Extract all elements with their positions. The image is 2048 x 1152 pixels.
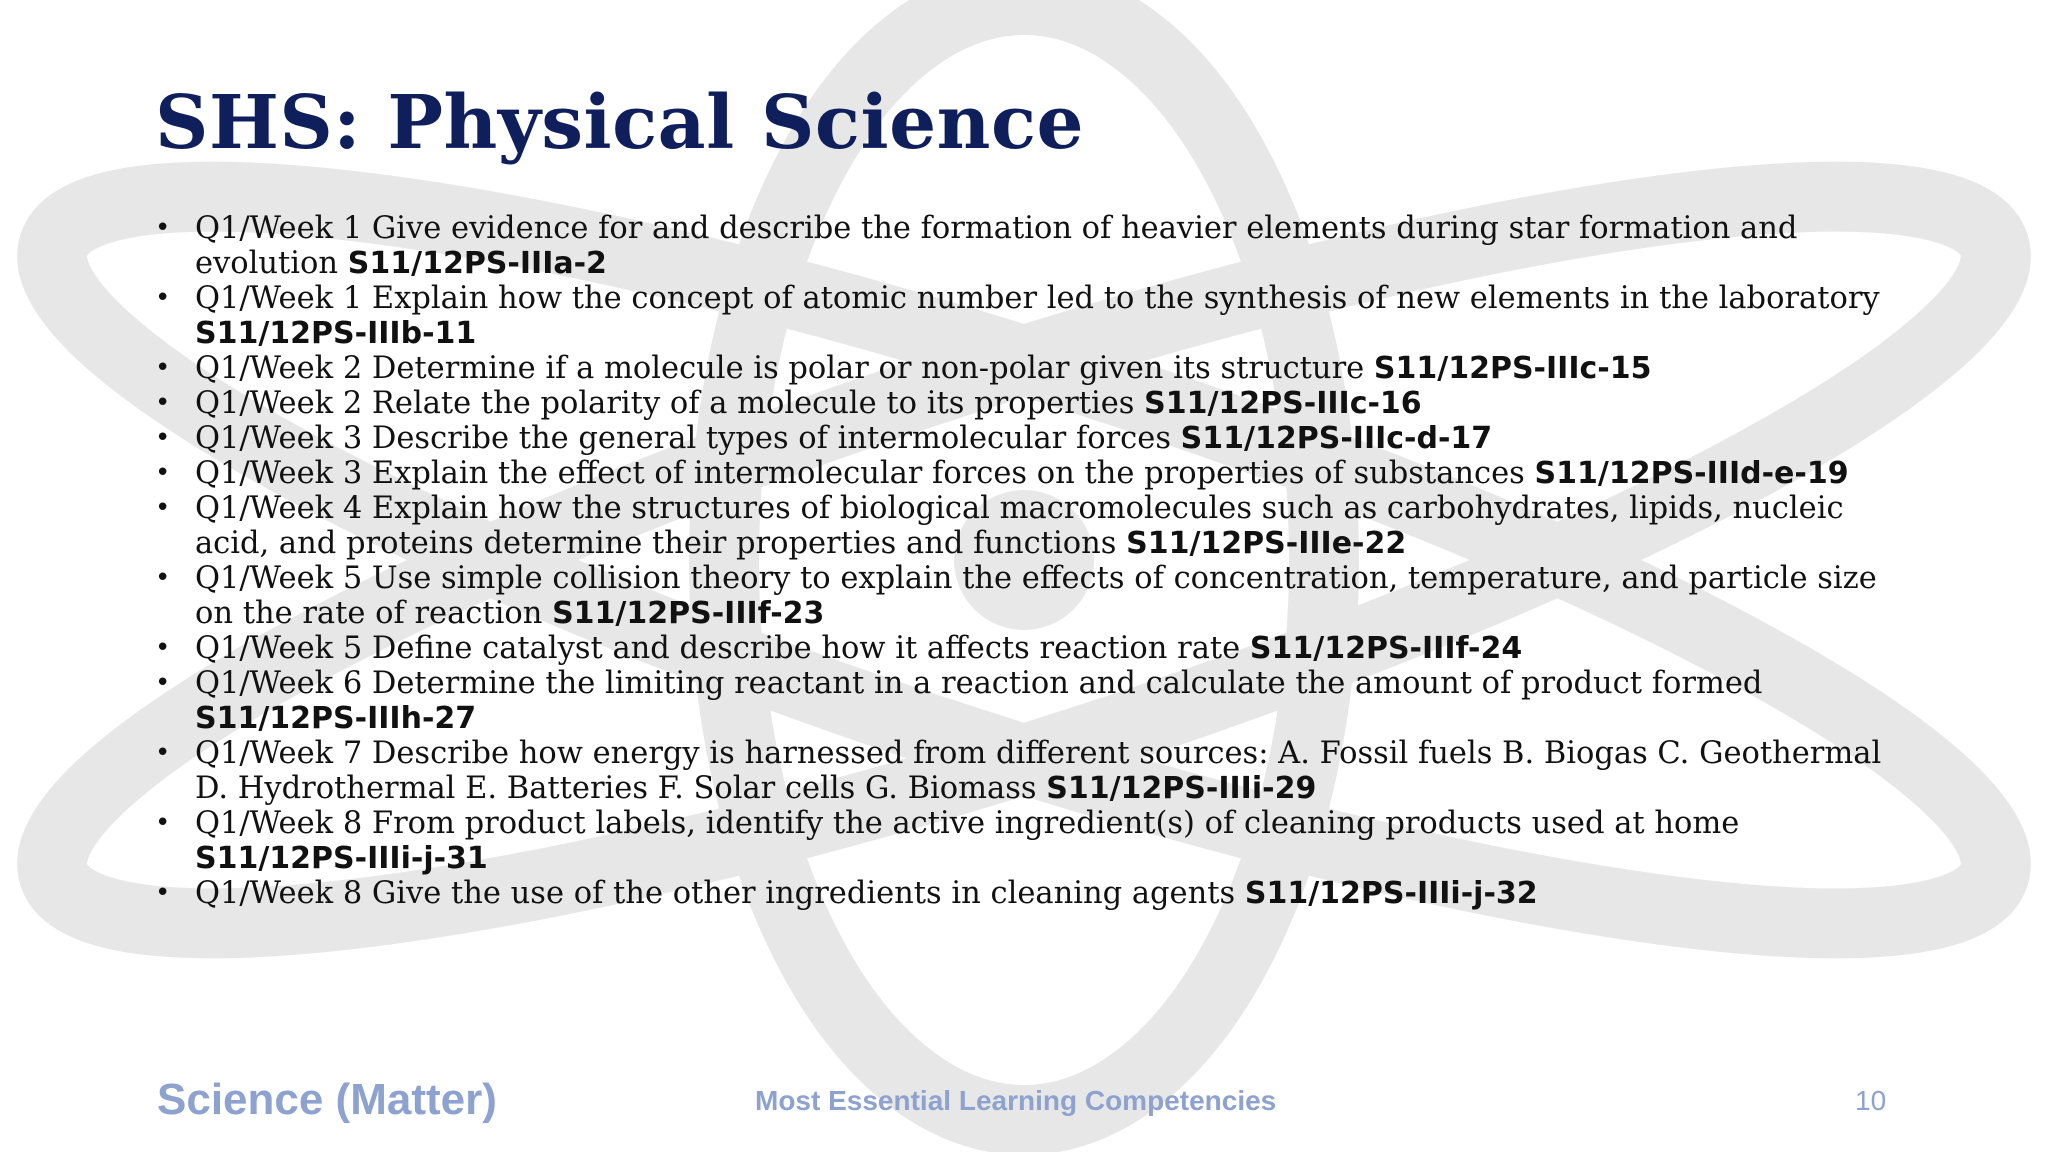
competency-code: S11/12PS-IIIf-23 <box>552 596 825 631</box>
competency-text: Q1/Week 8 Give the use of the other ingredients in cleaning agents <box>195 876 1245 911</box>
competency-code: S11/12PS-IIIi-j-31 <box>195 841 488 876</box>
competency-code: S11/12PS-IIIc-15 <box>1373 351 1652 386</box>
competency-text: Q1/Week 4 Explain how the structures of biological macromolecules such as carbohydrates, lipids, nucleic acid, and proteins determine their properties and functions <box>195 491 1844 561</box>
competency-code: S11/12PS-IIIc-16 <box>1144 386 1422 421</box>
competency-code: S11/12PS-IIIi-j-32 <box>1244 876 1538 911</box>
list-item <box>155 736 1895 806</box>
list-item <box>155 351 1895 386</box>
bullet-icon: • <box>155 423 171 453</box>
list-item <box>155 421 1895 456</box>
list-item <box>155 631 1895 666</box>
competency-code: S11/12PS-IIIf-24 <box>1249 631 1523 666</box>
list-item <box>155 456 1895 491</box>
competency-text: Q1/Week 1 Explain how the concept of atomic number led to the synthesis of new elements in the laboratory <box>195 281 1880 316</box>
bullet-icon: • <box>155 878 171 908</box>
bullet-icon: • <box>155 213 171 243</box>
competency-list <box>155 211 1895 911</box>
bullet-icon: • <box>155 283 171 313</box>
list-item <box>155 666 1895 736</box>
competency-text: Q1/Week 2 Relate the polarity of a molecule to its properties <box>195 386 1145 421</box>
footer-caption: Most Essential Learning Competencies <box>755 1085 1277 1116</box>
competency-text: Q1/Week 1 Give evidence for and describe the formation of heavier elements during star formation and evolution <box>195 211 1798 281</box>
competency-code: S11/12PS-IIIb-11 <box>195 316 477 351</box>
competency-code: S11/12PS-IIIe-22 <box>1126 526 1407 561</box>
list-item <box>155 561 1895 631</box>
bullet-icon: • <box>155 493 171 523</box>
list-item <box>155 806 1895 876</box>
slide-title: SHS: Physical Science <box>155 80 1085 166</box>
list-item <box>155 876 1895 911</box>
list-item <box>155 281 1895 351</box>
competency-code: S11/12PS-IIIa-2 <box>347 246 607 281</box>
bullet-icon: • <box>155 808 171 838</box>
competency-text: Q1/Week 5 Define catalyst and describe how it affects reaction rate <box>195 631 1250 666</box>
bullet-icon: • <box>155 668 171 698</box>
competency-code: S11/12PS-IIIh-27 <box>195 701 477 736</box>
bullet-icon: • <box>155 633 171 663</box>
bullet-icon: • <box>155 458 171 488</box>
list-item <box>155 386 1895 421</box>
competency-code: S11/12PS-IIIc-d-17 <box>1180 421 1493 456</box>
competency-text: Q1/Week 6 Determine the limiting reactant in a reaction and calculate the amount of product formed <box>195 666 1763 701</box>
list-item <box>155 211 1895 281</box>
bullet-icon: • <box>155 738 171 768</box>
competency-code: S11/12PS-IIId-e-19 <box>1534 456 1849 491</box>
competency-text: Q1/Week 3 Describe the general types of intermolecular forces <box>195 421 1181 456</box>
bullet-icon: • <box>155 353 171 383</box>
competency-text: Q1/Week 8 From product labels, identify the active ingredient(s) of cleaning products used at home <box>195 806 1740 841</box>
bullet-icon: • <box>155 563 171 593</box>
list-item <box>155 491 1895 561</box>
competency-text: Q1/Week 7 Describe how energy is harnessed from different sources: A. Fossil fuels B. Biogas C. Geothermal D. Hydrothermal E. Batteries F. Solar cells G. Biomass <box>195 736 1882 806</box>
competency-code: S11/12PS-IIIi-29 <box>1046 771 1317 806</box>
competency-text: Q1/Week 5 Use simple collision theory to explain the effects of concentration, temperature, and particle size on the rate of reaction <box>195 561 1877 631</box>
page-number: 10 <box>1855 1085 1887 1116</box>
competency-text: Q1/Week 3 Explain the effect of intermolecular forces on the properties of substances <box>195 456 1535 491</box>
footer-subject: Science (Matter) <box>157 1075 497 1124</box>
competency-text: Q1/Week 2 Determine if a molecule is polar or non-polar given its structure <box>195 351 1374 386</box>
bullet-icon: • <box>155 388 171 418</box>
